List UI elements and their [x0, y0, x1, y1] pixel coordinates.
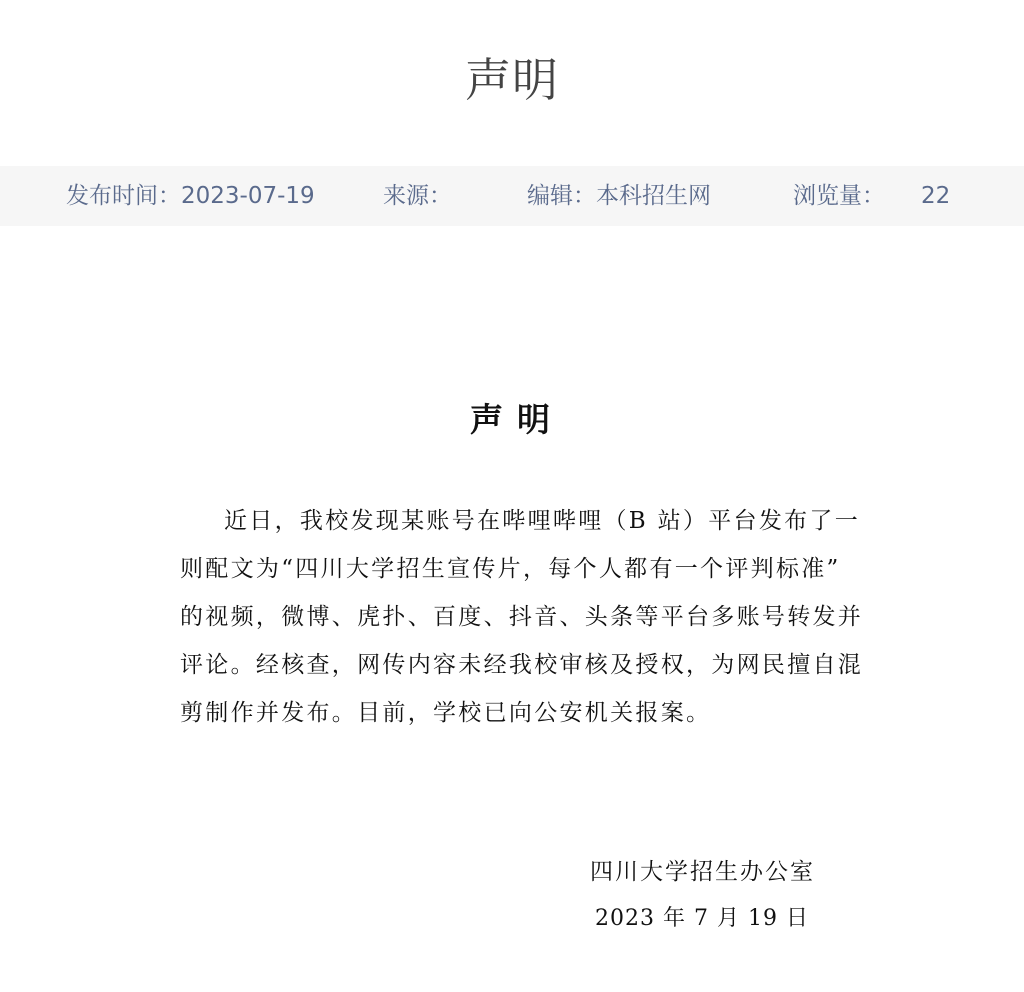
article-meta-bar — [0, 166, 1024, 226]
views-label: 浏览量： — [793, 183, 885, 209]
source — [383, 166, 452, 226]
document-heading: 声明 — [470, 400, 564, 439]
editor-value: 本科招生网 — [596, 183, 711, 209]
page-title: 声明 — [465, 53, 559, 107]
publish-time-label: 发布时间： — [66, 183, 181, 209]
editor-label: 编辑： — [527, 183, 596, 209]
body-line: 近日，我校发现某账号在哔哩哔哩（B 站）平台发布了一 — [224, 508, 861, 534]
body-line: 评论。经核查，网传内容未经我校审核及授权，为网民擅自混 — [180, 652, 864, 678]
body-line: 的视频，微博、虎扑、百度、抖音、头条等平台多账号转发并 — [180, 604, 864, 630]
document-body — [180, 497, 864, 737]
document-date: 2023 年 7 月 19 日 — [595, 906, 809, 931]
views-count: 22 — [921, 183, 951, 209]
publish-time-value: 2023-07-19 — [181, 183, 315, 209]
source-label: 来源： — [383, 183, 452, 209]
body-line: 则配文为“四川大学招生宣传片，每个人都有一个评判标准” — [180, 556, 841, 582]
body-line: 剪制作并发布。目前，学校已向公安机关报案。 — [180, 700, 712, 726]
publish-time — [66, 166, 315, 226]
document-signature: 四川大学招生办公室 — [590, 859, 815, 885]
editor — [527, 166, 711, 226]
